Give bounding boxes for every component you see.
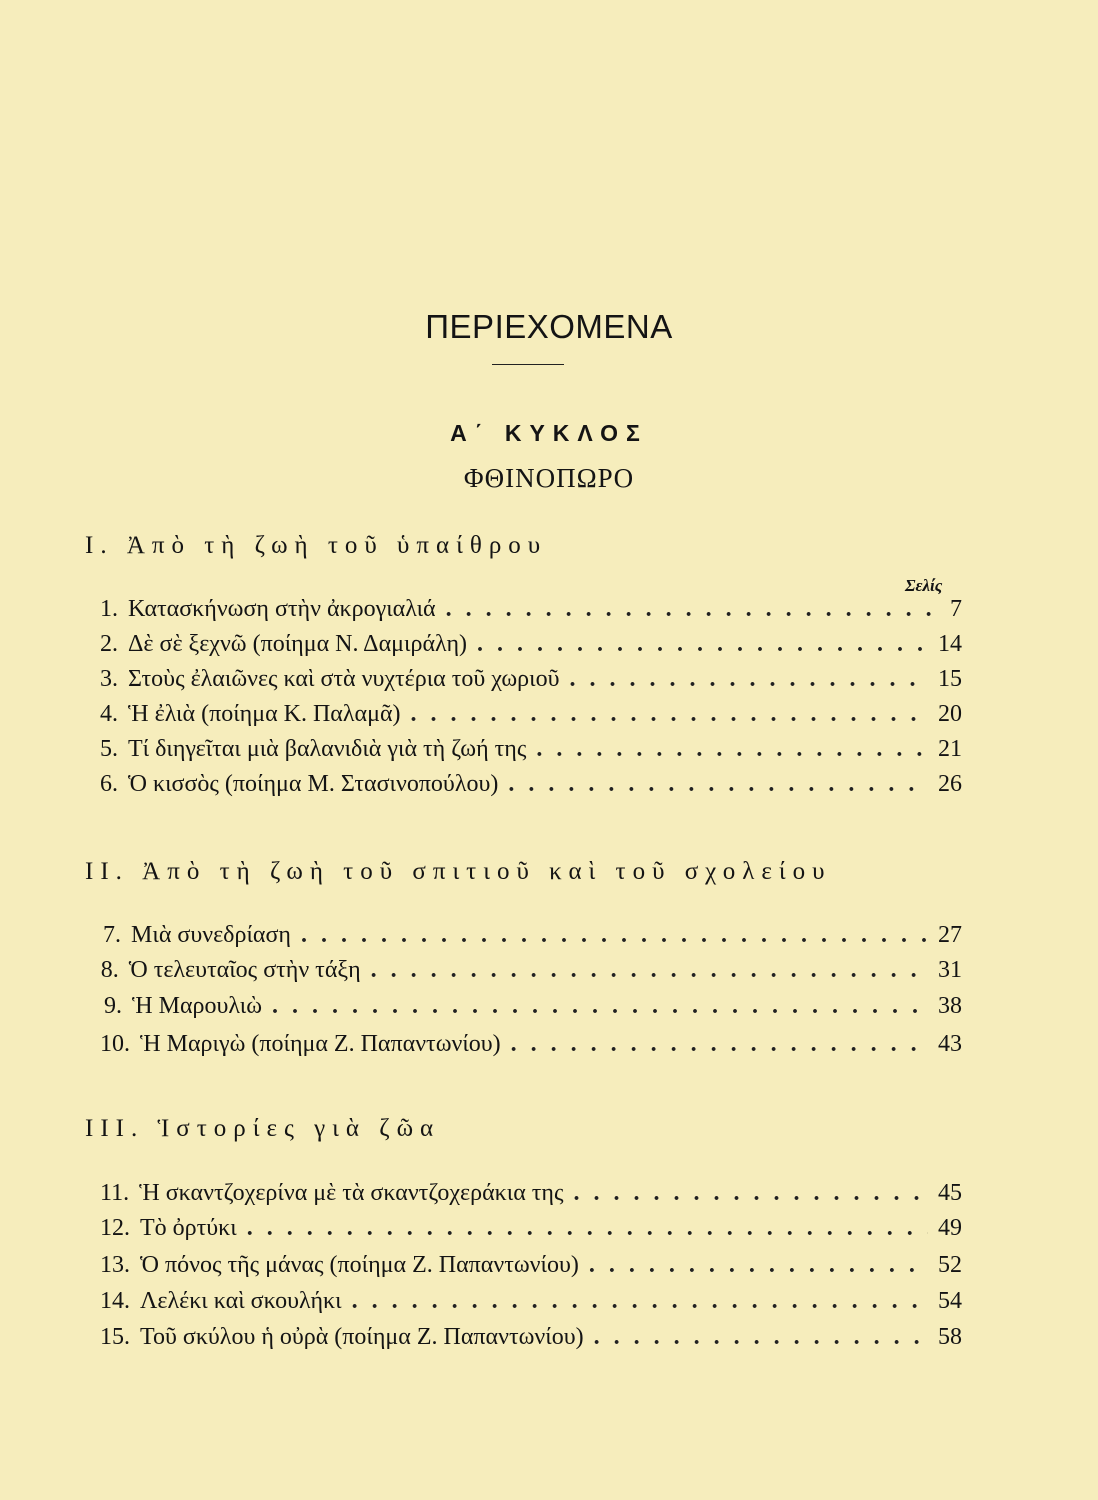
entry-title: Ὁ κισσὸς (ποίημα Μ. Στασινοπούλου) [128, 771, 499, 797]
entry-number: 11. [100, 1180, 130, 1206]
dot-leader [589, 1252, 928, 1279]
entry-page: 14 [938, 631, 962, 657]
dot-leader [301, 922, 928, 949]
entry-number: 13. [100, 1252, 130, 1278]
entry-title: Ἡ Μαριγὼ (ποίημα Ζ. Παπαντωνίου) [140, 1031, 501, 1057]
entry-number: 15. [100, 1324, 130, 1350]
section-heading-1: I. Ἀπὸ τὴ ζωὴ τοῦ ὑπαίθρου [85, 532, 548, 559]
dot-leader [536, 736, 928, 763]
dot-leader [272, 993, 928, 1020]
dot-leader [352, 1288, 928, 1315]
entry-page: 54 [938, 1288, 962, 1314]
entry-title: Τί διηγεῖται μιὰ βαλανιδιὰ γιὰ τὴ ζωή της [128, 736, 527, 762]
entry-title: Ἡ Μαρουλιὼ [132, 993, 262, 1019]
title-divider [492, 364, 564, 365]
toc-entry[interactable] [100, 1324, 962, 1358]
entry-number: 3. [100, 666, 118, 692]
dot-leader [247, 1215, 928, 1242]
entry-page: 38 [938, 993, 962, 1019]
dot-leader [508, 771, 928, 798]
toc-entry[interactable] [100, 957, 962, 991]
entry-page: 45 [938, 1180, 962, 1206]
dot-leader [511, 1031, 928, 1058]
entry-number: 5. [100, 736, 118, 762]
entry-title: Ἡ ἐλιὰ (ποίημα Κ. Παλαμᾶ) [128, 701, 401, 727]
toc-entry[interactable] [100, 993, 962, 1027]
toc-entry[interactable] [100, 631, 962, 665]
toc-entry[interactable] [100, 922, 962, 956]
entry-page: 52 [938, 1252, 962, 1278]
section-heading-2: II. Ἀπὸ τὴ ζωὴ τοῦ σπιτιοῦ καὶ τοῦ σχολείου [85, 858, 832, 885]
page-title: ΠΕΡΙΕΧΟΜΕΝΑ [425, 308, 673, 345]
toc-entry[interactable] [100, 1215, 962, 1249]
entry-number: 7. [103, 922, 122, 948]
toc-entry[interactable] [100, 666, 962, 700]
entry-page: 26 [938, 771, 962, 797]
entry-page: 20 [938, 701, 962, 727]
entry-title: Ὁ τελευταῖος στὴν τάξη [128, 957, 361, 983]
toc-entry[interactable] [100, 771, 962, 805]
section-heading-3: III. Ἱστορίες γιὰ ζῶα [85, 1115, 441, 1142]
entry-title: Δὲ σὲ ξεχνῶ (ποίημα Ν. Δαμιράλη) [128, 631, 468, 657]
cycle-heading: Α΄ ΚΥΚΛΟΣ [450, 420, 648, 446]
toc-entry[interactable] [100, 1252, 962, 1286]
entry-page: 49 [938, 1215, 962, 1241]
entry-page: 21 [938, 736, 962, 762]
entry-number: 9. [104, 993, 122, 1019]
entry-page: 43 [938, 1031, 962, 1057]
toc-entry[interactable] [100, 701, 962, 735]
entry-number: 8. [100, 957, 119, 983]
toc-entry[interactable] [100, 1180, 962, 1214]
entry-title: Στοὺς ἐλαιῶνες καὶ στὰ νυχτέρια τοῦ χωριοῦ [128, 666, 560, 692]
entry-title: Λελέκι καὶ σκουλήκι [140, 1288, 342, 1314]
toc-entry[interactable] [100, 1031, 962, 1065]
entry-number: 6. [100, 771, 118, 797]
dot-leader [573, 1180, 928, 1207]
entry-title: Τοῦ σκύλου ἡ οὐρὰ (ποίημα Ζ. Παπαντωνίου) [140, 1324, 584, 1350]
toc-entry[interactable] [100, 736, 962, 770]
entry-page: 7 [950, 596, 962, 622]
toc-entry[interactable] [100, 1288, 962, 1322]
entry-title: Ἡ σκαντζοχερίνα μὲ τὰ σκαντζοχεράκια της [139, 1180, 564, 1206]
season-heading: ΦΘΙΝΟΠΩΡΟ [463, 463, 635, 493]
entry-title: Κατασκήνωση στὴν ἀκρογιαλιά [128, 596, 436, 622]
entry-page: 27 [938, 922, 962, 948]
dot-leader [371, 957, 928, 984]
entry-number: 10. [100, 1031, 130, 1057]
entry-number: 2. [100, 631, 118, 657]
dot-leader [411, 701, 928, 728]
entry-title: Ὁ πόνος τῆς μάνας (ποίημα Ζ. Παπαντωνίου) [140, 1252, 579, 1278]
dot-leader [570, 666, 929, 693]
dot-leader [446, 596, 939, 623]
entry-number: 14. [100, 1288, 130, 1314]
dot-leader [477, 631, 928, 658]
entry-number: 12. [100, 1215, 130, 1241]
entry-page: 31 [938, 957, 962, 983]
entry-title: Τὸ ὀρτύκι [140, 1215, 237, 1241]
page-column-label: Σελίς [905, 576, 943, 595]
toc-entry[interactable] [100, 596, 962, 630]
entry-title: Μιὰ συνεδρίαση [131, 922, 291, 948]
dot-leader [594, 1324, 928, 1351]
entry-page: 15 [938, 666, 962, 692]
entry-number: 4. [100, 701, 118, 727]
entry-number: 1. [100, 596, 118, 622]
entry-page: 58 [938, 1324, 962, 1350]
